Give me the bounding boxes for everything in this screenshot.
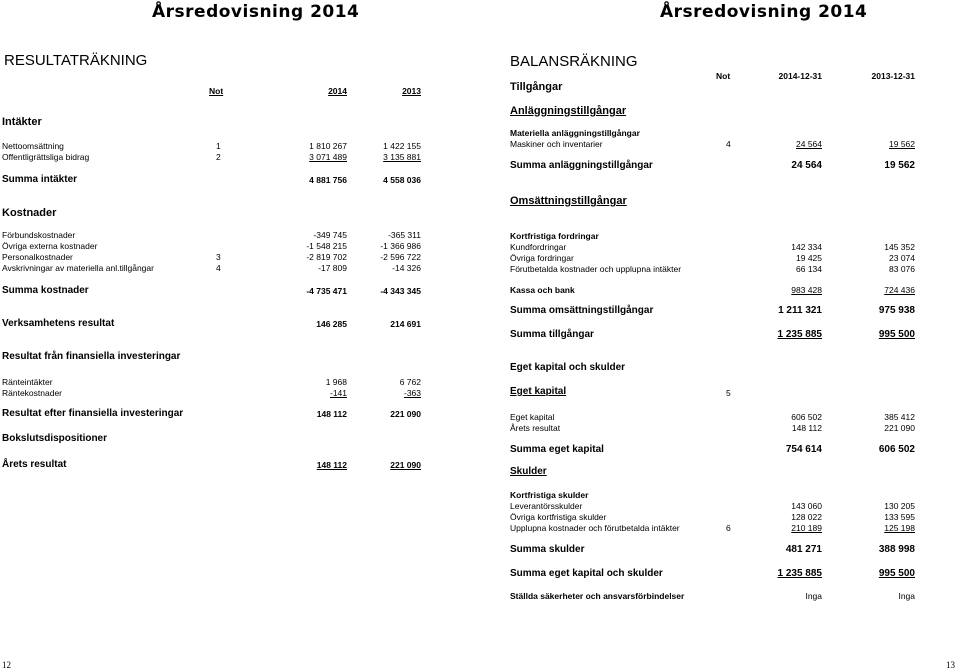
kostnader-heading: Kostnader [2, 207, 57, 219]
income-col-2014: 2014 [328, 86, 347, 96]
tillgangar-heading: Tillgångar [510, 81, 563, 93]
page-header-right: Årsredovisning 2014 [660, 2, 868, 22]
page-number-right: 13 [946, 660, 955, 670]
page-header-left: Årsredovisning 2014 [152, 2, 360, 22]
bokslut-heading: Bokslutsdispositioner [2, 433, 108, 444]
ek-skulder-heading: Eget kapital och skulder [510, 362, 626, 373]
intakter-heading: Intäkter [2, 116, 42, 128]
balance-col-not: Not [716, 71, 731, 81]
income-col-not: Not [209, 86, 224, 96]
kf-heading: Kortfristiga fordringar [510, 231, 599, 241]
balance-col-2014: 2014-12-31 [778, 71, 822, 81]
finansiella-heading: Resultat från finansiella investeringar [2, 351, 181, 362]
income-title: RESULTATRÄKNING [4, 52, 148, 69]
page-number-left: 12 [2, 660, 11, 670]
anl-heading: Anläggningstillgångar [510, 105, 627, 117]
balance-col-2013: 2013-12-31 [871, 71, 915, 81]
skulder-heading: Skulder [510, 466, 547, 477]
income-col-2013: 2013 [402, 86, 421, 96]
ks-heading: Kortfristiga skulder [510, 490, 589, 500]
balance-title: BALANSRÄKNING [510, 53, 638, 70]
mat-heading: Materiella anläggningstillgångar [510, 128, 640, 138]
oms-heading: Omsättningstillgångar [510, 195, 627, 207]
